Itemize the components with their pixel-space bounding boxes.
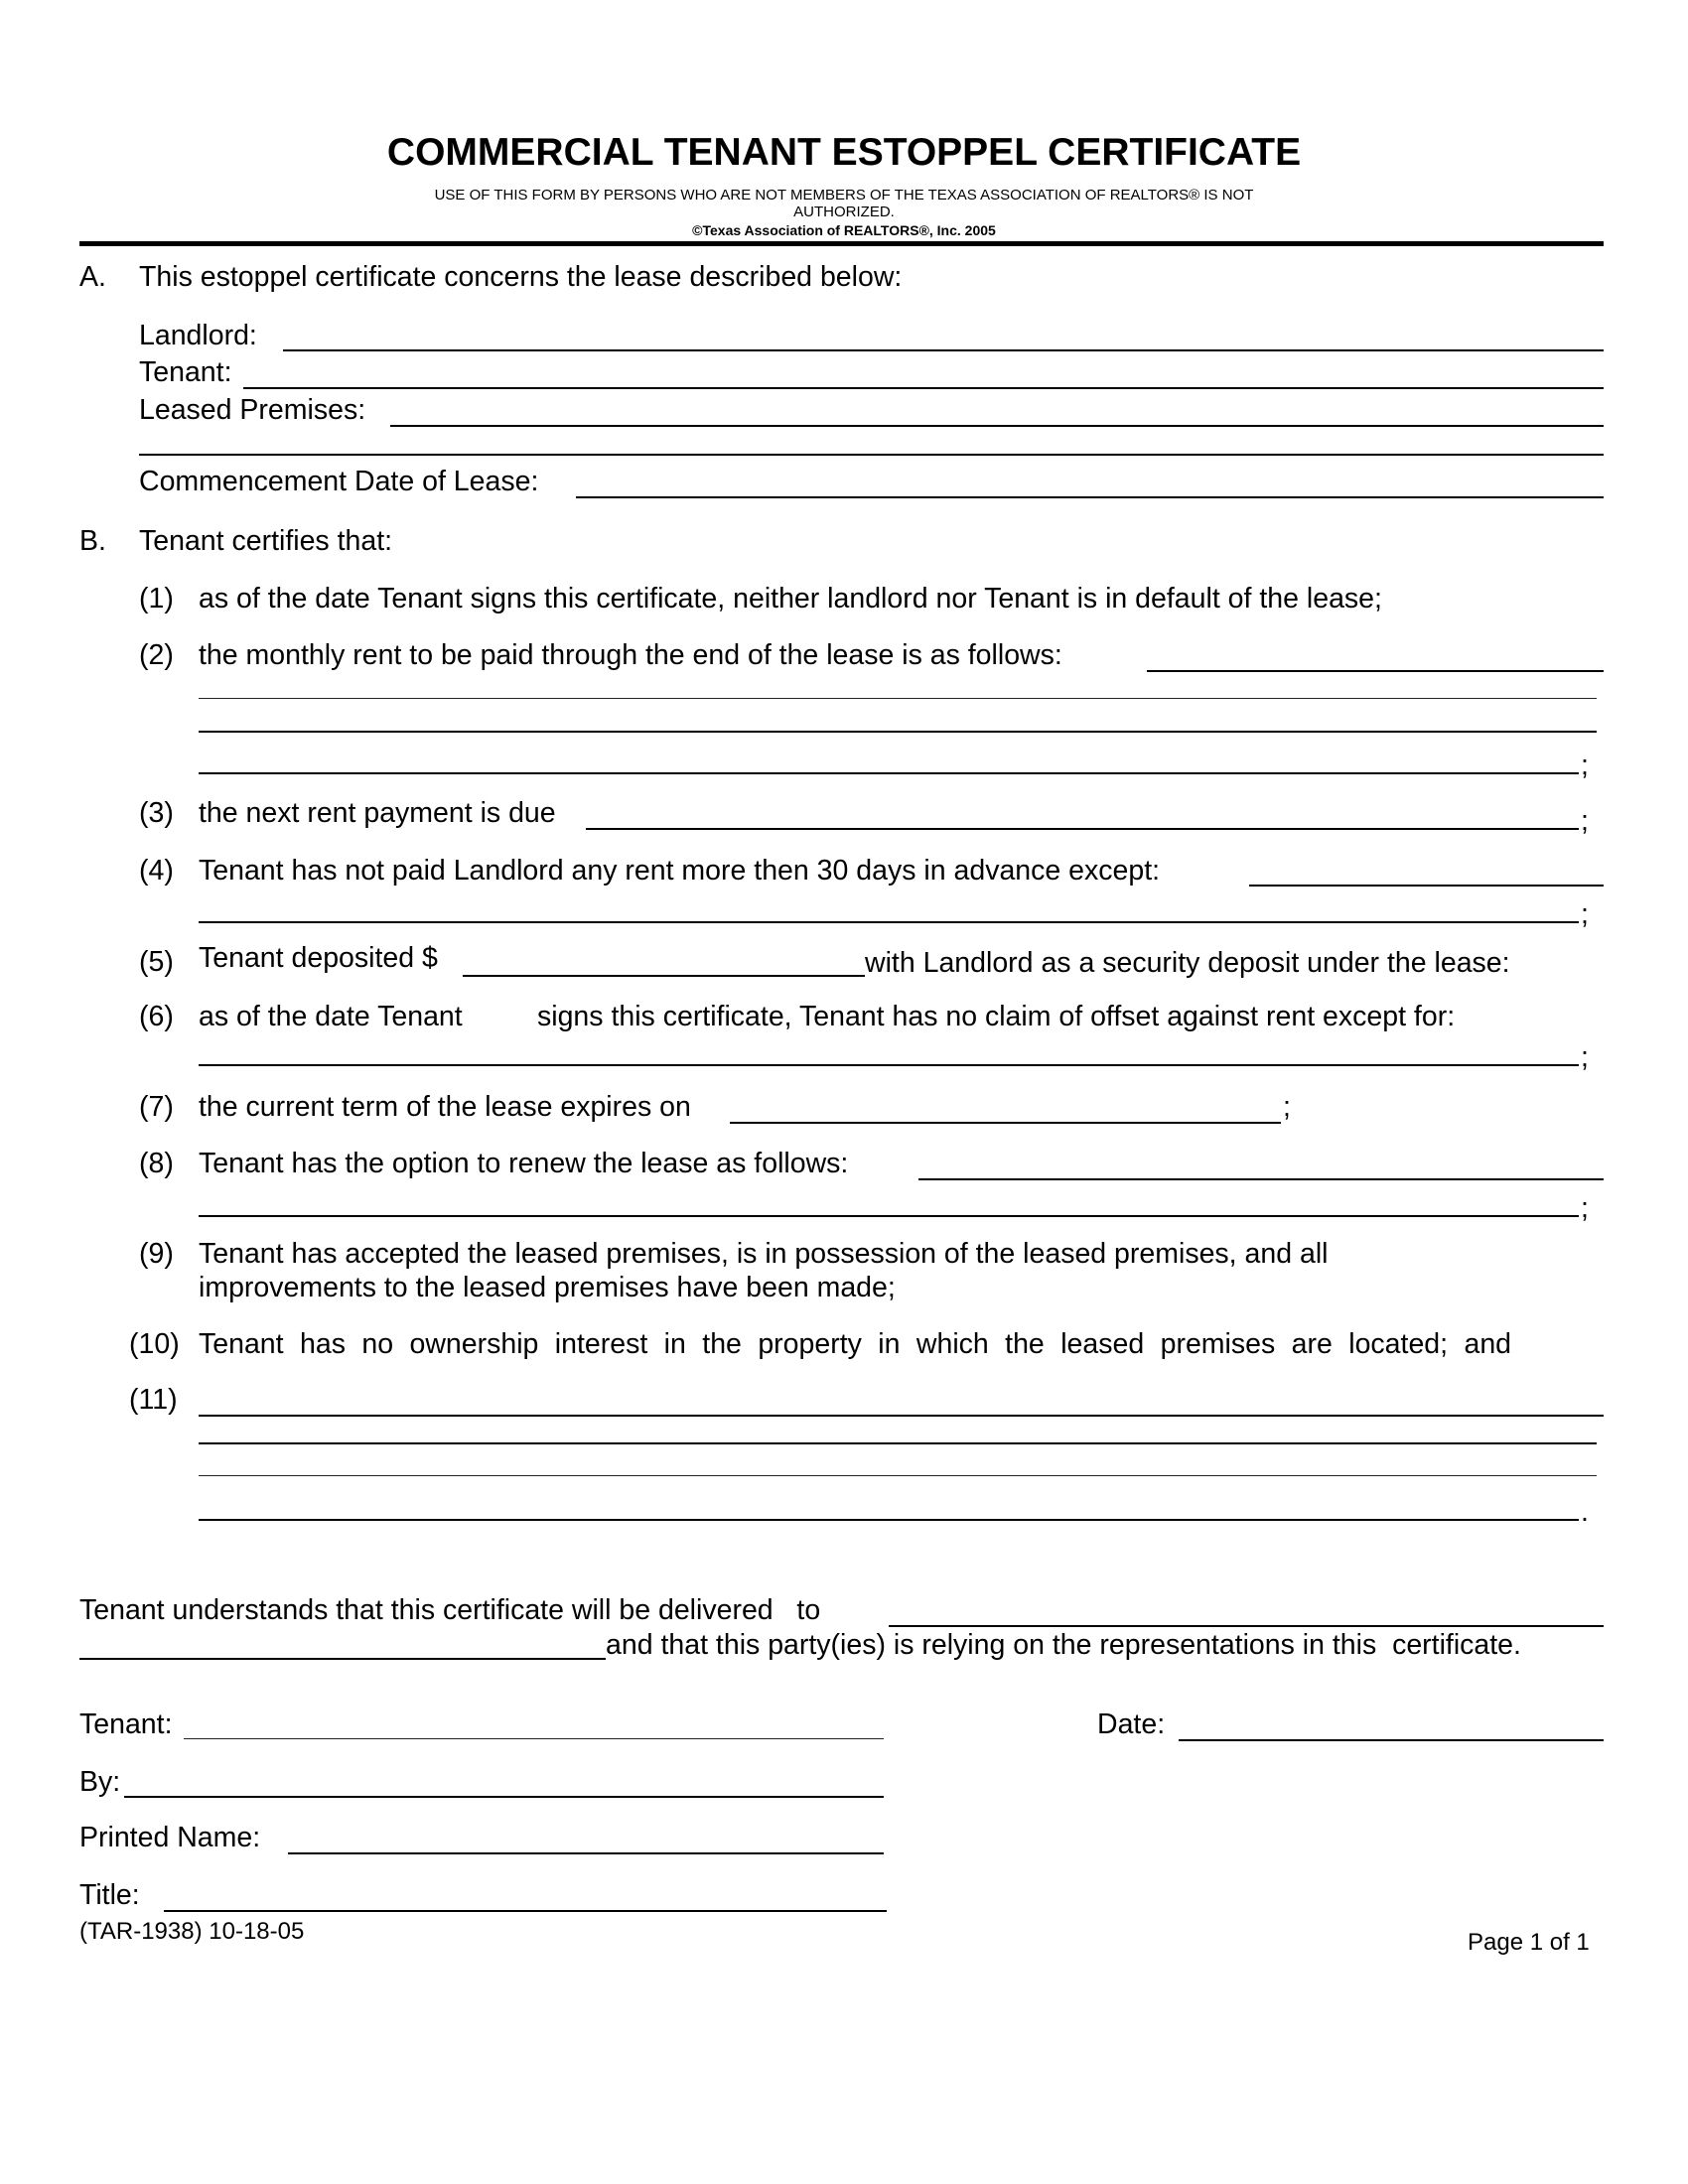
item-number: (3) (139, 797, 174, 829)
item-5-text-after: with Landlord as a security deposit under the lease: (865, 947, 1510, 979)
date-label: Date: (1097, 1708, 1166, 1740)
notice-line-2: AUTHORIZED. (793, 204, 895, 220)
leased-premises-field[interactable] (390, 425, 1604, 427)
item-11-field-2[interactable] (199, 1442, 1597, 1444)
advance-rent-field[interactable] (1249, 885, 1604, 887)
notice-line-1: USE OF THIS FORM BY PERSONS WHO ARE NOT MEMBERS OF THE TEXAS ASSOCIATION OF REALTORS® IS NOT (434, 187, 1254, 204)
delivery-recipient-field-2[interactable] (79, 1658, 606, 1660)
item-11-field[interactable] (199, 1415, 1604, 1417)
leased-premises-label: Leased Premises: (139, 394, 366, 426)
item-5-text-before: Tenant deposited $ (199, 942, 438, 974)
semicolon: ; (1283, 1091, 1291, 1123)
printed-name-field[interactable] (288, 1852, 884, 1854)
leased-premises-field-2[interactable] (139, 454, 1604, 456)
title-field[interactable] (164, 1910, 887, 1912)
page-title: COMMERCIAL TENANT ESTOPPEL CERTIFICATE (386, 131, 1302, 174)
item-4-text: Tenant has not paid Landlord any rent more then 30 days in advance except: (199, 855, 1161, 887)
security-deposit-field[interactable] (463, 975, 865, 977)
commencement-date-field[interactable] (576, 496, 1604, 498)
semicolon: ; (1581, 1192, 1589, 1224)
item-number: (9) (139, 1238, 174, 1270)
section-a-intro: This estoppel certificate concerns the lease described below: (139, 261, 903, 293)
item-2-text: the monthly rent to be paid through the end of the lease is as follows: (199, 639, 1062, 671)
item-1-text: as of the date Tenant signs this certificate, neither landlord nor Tenant is in default of the lease; (199, 583, 1382, 614)
form-id: (TAR-1938) 10-18-05 (79, 1918, 305, 1945)
delivery-text-2: and that this party(ies) is relying on the representations in this certificate. (606, 1629, 1521, 1661)
semicolon: ; (1581, 750, 1589, 781)
monthly-rent-field[interactable] (1147, 670, 1604, 672)
landlord-field[interactable] (283, 349, 1604, 351)
tenant-label: Tenant: (139, 356, 232, 388)
item-number: (1) (139, 583, 174, 614)
printed-name-label: Printed Name: (79, 1822, 261, 1853)
page-number: Page 1 of 1 (1468, 1929, 1590, 1956)
item-7-text: the current term of the lease expires on (199, 1091, 691, 1123)
next-rent-due-field[interactable] (586, 828, 1579, 830)
date-field[interactable] (1179, 1739, 1604, 1741)
landlord-label: Landlord: (139, 320, 257, 351)
renewal-option-field-2[interactable] (199, 1215, 1579, 1217)
monthly-rent-field-3[interactable] (199, 731, 1597, 733)
item-6-text-a: as of the date Tenant (199, 1001, 463, 1032)
commencement-date-label: Commencement Date of Lease: (139, 466, 539, 497)
section-b-marker: B. (79, 525, 106, 557)
delivery-recipient-field[interactable] (889, 1625, 1604, 1627)
advance-rent-field-2[interactable] (199, 921, 1579, 923)
item-number: (8) (139, 1148, 174, 1179)
section-b-intro: Tenant certifies that: (139, 525, 393, 557)
period: . (1581, 1496, 1589, 1528)
semicolon: ; (1581, 898, 1589, 930)
section-a-marker: A. (79, 261, 106, 293)
tenant-signature-field[interactable] (184, 1738, 884, 1739)
item-9-text-line1: Tenant has accepted the leased premises, is in possession of the leased premises, and all (199, 1238, 1329, 1270)
copyright: ©Texas Association of REALTORS®, Inc. 2005 (692, 222, 996, 238)
item-number: (5) (139, 946, 174, 978)
item-8-text: Tenant has the option to renew the lease as follows: (199, 1148, 849, 1179)
renewal-option-field[interactable] (918, 1178, 1604, 1180)
item-10-text: Tenant has no ownership interest in the property in which the leased premises are located; and (199, 1328, 1512, 1360)
header-rule (79, 241, 1604, 246)
item-number: (2) (139, 639, 174, 671)
item-11-field-4[interactable] (199, 1519, 1579, 1521)
item-9-text-line2: improvements to the leased premises have been made; (199, 1272, 896, 1303)
item-number: (10) (129, 1328, 180, 1360)
tenant-field[interactable] (243, 387, 1604, 389)
by-label: By: (79, 1766, 121, 1798)
offset-claim-field[interactable] (199, 1064, 1579, 1066)
delivery-text-1: Tenant understands that this certificate will be delivered to (79, 1594, 821, 1626)
lease-expiration-field[interactable] (730, 1122, 1281, 1124)
tenant-signature-label: Tenant: (79, 1708, 173, 1740)
item-3-text: the next rent payment is due (199, 797, 556, 829)
item-11-field-3[interactable] (199, 1475, 1597, 1476)
monthly-rent-field-4[interactable] (199, 772, 1579, 774)
item-number: (11) (129, 1384, 178, 1416)
item-number: (6) (139, 1001, 174, 1032)
monthly-rent-field-2[interactable] (199, 698, 1597, 699)
semicolon: ; (1581, 1041, 1589, 1073)
title-label: Title: (79, 1879, 140, 1911)
item-number: (4) (139, 855, 174, 887)
semicolon: ; (1581, 805, 1589, 837)
by-field[interactable] (124, 1796, 884, 1798)
item-6-text-b: signs this certificate, Tenant has no claim of offset against rent except for: (537, 1001, 1456, 1032)
item-number: (7) (139, 1091, 174, 1123)
